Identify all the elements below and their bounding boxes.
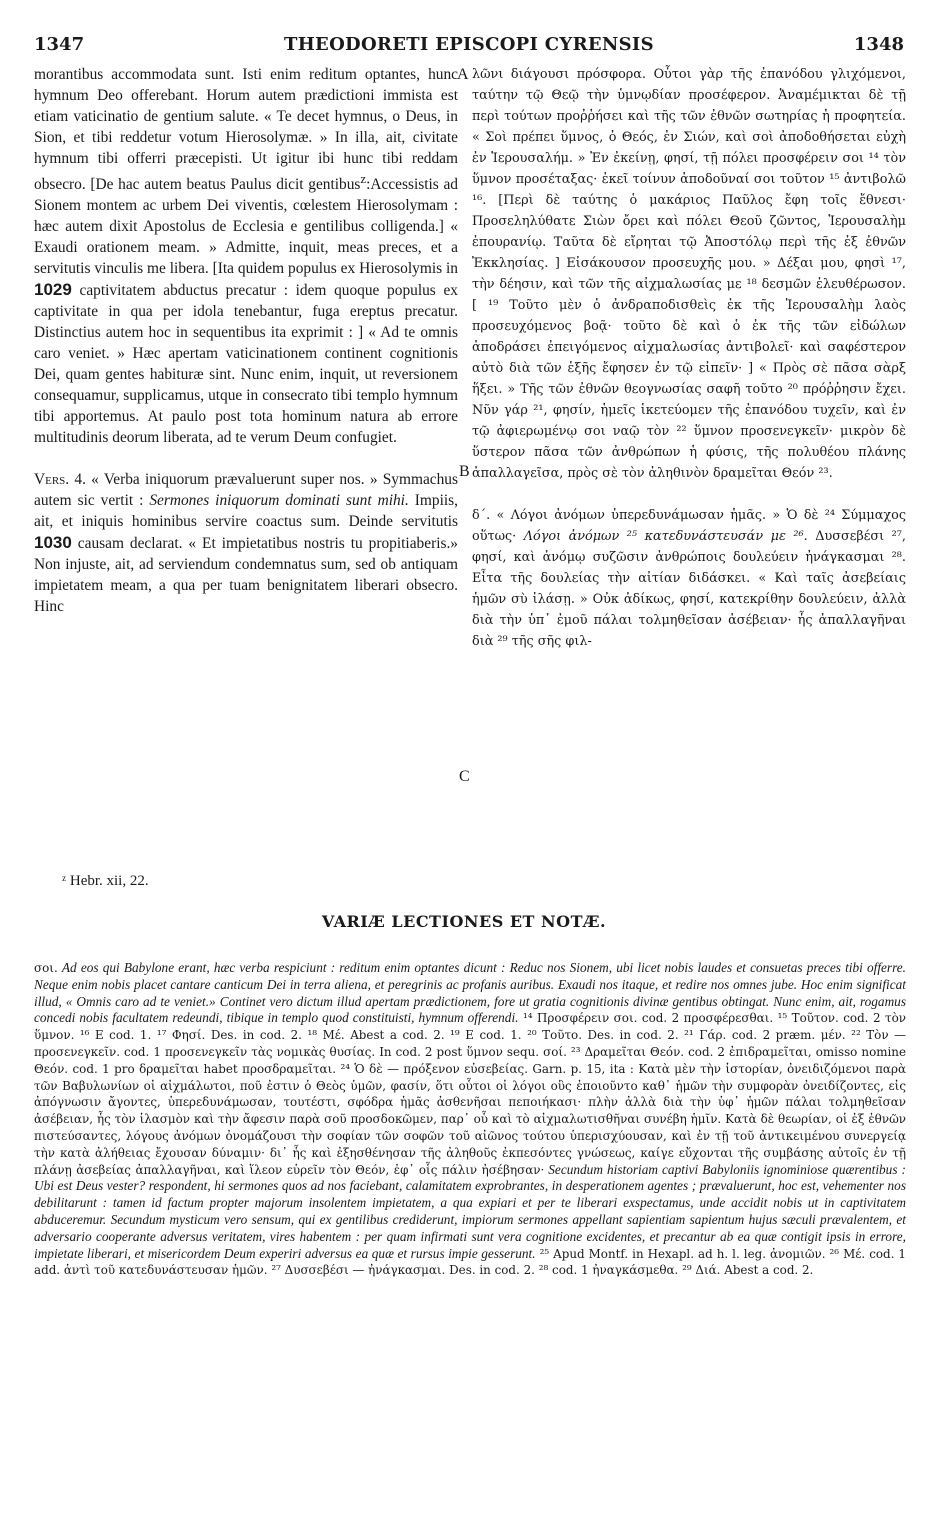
greek-column — [472, 64, 906, 652]
margin-letter-b: B — [459, 463, 470, 480]
latin-text: « Verba iniquorum prævaluerunt super nos. » Symmachus autem sic vertit : — [34, 471, 458, 510]
latin-paragraph-2 — [34, 469, 458, 617]
greek-text: Δυσσεβέσι ²⁷, φησί, καὶ ἀνόμῳ συζῶσιν ἀνθρώποις δουλεύειν ἠνάγκασμαι ²⁸. Εἶτα τῆς δουλείας τὴν αἰτίαν διδάσκει. « Καὶ ταῖς ἀσεβείαις ἡμῶν σὺ ἱλάσῃ. » Οὐκ ἀδίκως, φησί, κατεκρίθην δουλεύειν, ἀλλὰ διὰ τὴν ὑπ᾽ ἐμοῦ πάλαι τολμηθεῖσαν ἀσέβειαν· ἧς ἀπαλλαγῆναι διὰ ²⁹ τῆς σῆς φιλ- — [472, 529, 906, 649]
latin-text: causam declarat. « Et impietatibus nostris tu propitiaberis.» Non injuste, ait, ad serviendum condemnatus sum, sed ob antiquam impietatem meam, a qua per tuam benignitatem liberari obsecro. Hinc — [34, 535, 458, 616]
column-number: 1030 — [34, 533, 72, 553]
page-number-right: 1348 — [853, 34, 904, 55]
margin-letter-c: C — [459, 768, 470, 785]
latin-text: captivitatem abductus precatur : idem quoque populus ex captivitate in qua per idola tenebantur, fuga ereptus precatur. Distinctius autem hoc in sequentibus ita exprimit : ] « Ad te omnis caro veniet. » Hæc apertam vaticinationem continent cognitionis Dei, quam gentes habituræ sint. Nunc enim, inquit, ut reversionem consequamur, supplicamus, utque in consecrato tibi templo hymnum tibi apportemus. At paulo post tota hominum natura ab errore multitudinis deorum liberata, ad te verum Deum confugiet. — [34, 282, 458, 447]
latin-text: morantibus accommodata sunt. Isti enim reditum optantes, hunc hymnum Deo offerebant. Horum autem prædictioni immista est etiam vaticinatio de gentium salute. « Te decet hymnus, o Deus, in Sion, et tibi reddetur votum Hierosolymæ. » In illa, ait, civitate hymnum tibi offerri præcepisti. Ut igitur ibi hunc tibi reddam obsecro. [De hac autem beatus Paulus dicit gentibus — [34, 66, 458, 194]
footnote-marker: z — [360, 172, 367, 186]
greek-paragraph-2 — [472, 505, 906, 652]
latin-paragraph-1 — [34, 64, 458, 448]
latin-column — [34, 64, 458, 617]
column-number: 1029 — [34, 280, 72, 300]
notes-greek: ¹⁴ Προσφέρειν σοι. cod. 2 προσφέρεσθαι. ¹⁵ Τοῦτον. cod. 2 τὸν ὕμνον. ¹⁶ E cod. 1. ¹⁷ Φησί. Des. in cod. 2. ¹⁸ Μέ. Abest a cod. 2. ¹⁹ E cod. 1. ²⁰ Τοῦτο. Des. in cod. 2. ²¹ Γάρ. cod. 2 præm. μέν. ²² Τὸν — προσενεγκεῖν. cod. 1 προσενεγκεῖν τὰς νομικὰς θυσίας. In cod. 2 post ὕμνον sequ. σοί. ²³ Δραμεῖται Θεόν. cod. 2 ἐπιδραμεῖται, omisso nomine Θεόν. cod. 1 pro δραμεῖται habet προσδραμεῖται. ²⁴ Ὁ δὲ — πρόξενον εὐσεβείας. Garn. p. 15, ita : Κατὰ μὲν τὴν ἱστορίαν, ὀνειδιζόμενοι παρὰ τῶν Βαβυλωνίων οἱ αἰχμάλωτοι, ποῦ ἐστιν ὁ Θεὸς ὑμῶν, φασίν, ὅτι οὗτοι οἱ λόγοι οὓς ἐποιοῦντο καθ᾽ ἡμῶν τὴν συμφορὰν ὀνειδίζοντες, εἰς ἀπόγνωσιν ἄγοντες, ὑπερεδυνάμωσαν, τουτέστι, σφόδρα ἡμᾶς ἀσθενῆσαι πεποιήκασι· πλὴν ἀλλὰ διὰ τὴν ὑφ᾽ ἡμῶν πάλαι τολμηθεῖσαν ἀσέβειαν, ἧς τὸν ἱλασμὸν καὶ τὴν ἄφεσιν παρὰ σοῦ προσδοκῶμεν, παρ᾽ οὗ καὶ τὸ αἰχμαλωτισθῆναι συνέβη ἡμῖν. Κατὰ δὲ θεωρίαν, οἱ ἐξ ἐθνῶν πιστεύσαντες, λόγους ἀνόμων ὀνομάζουσι τὴν σοφίαν τῶν σοφῶν τοῦ αἰῶνος τούτου ὑπερισχύουσαν, καὶ ἐν τῇ τοῦ ἀντικειμένου συνεργείᾳ τὴν κατὰ ἀλήθειας ἔχουσαν δύναμιν· δι᾽ ἧς καὶ ἐξησθένησαν τῆς ἀληθοῦς ἐκπεσόντες γνώσεως, καίγε εὔχονται τῆς συμβάσης αὐτοῖς ἐν τῇ πλάνῃ ἀσεβείας ἀπαλλαγῆναι, καὶ ἵλεον εὑρεῖν τὸν Θεόν, ἐφ᾽ οἷς πάλιν ἠσέβησαν· — [34, 1011, 906, 1177]
footnote: ᶻ Hebr. xii, 22. — [62, 873, 149, 889]
notes-title: VARIÆ LECTIONES ET NOTÆ. — [321, 912, 607, 931]
greek-italic: Λόγοι ἀνόμων ²⁵ κατεδυνάστευσάν με ²⁶. — [523, 529, 808, 544]
latin-text: Impiis, ait, et iniquis hominibus servire coactus sum. Deinde servitutis — [34, 492, 458, 531]
notes-greek: ²⁵ Apud Montf. in Hexapl. ad h. l. leg. ἀνομιῶν. ²⁶ Μέ. cod. 1 add. ἀντὶ τοῦ κατεδυνάστευσαν ἡμῶν. ²⁷ Δυσσεβέσι — ἠνάγκασμαι. Des. in cod. 2. ²⁸ cod. 1 ἠναγκάσμεθα. ²⁹ Διά. Abest a cod. 2. — [34, 1246, 906, 1278]
notes-text: Ad eos qui Babylone erant, hæc verba respiciunt : reditum enim optantes dicunt : Reduc nos Sionem, ubi licet nobis laudes et consuetas preces tibi offerre. Neque enim nobis placet cantare canticum Dei in terra aliena, et peregrinis ac profanis auribus. Exaudi nos itaque, et redire nos omnes jube. Hoc enim significat illud, « Omnis caro ad te veniet.» Continet vero dictum illud apertam prædictionem, fore ut gratia cognitionis divinæ gentibus obtingat. Nunc enim, ait, rogamus concedi nobis facultatem redeundi, tibique in templo quod constituisti, hymnum offerendi. — [34, 960, 906, 1026]
latin-italic: Sermones iniquorum dominati sunt mihi. — [149, 492, 409, 510]
greek-text: δ΄. « Λόγοι ἀνόμων ὑπερεδυνάμωσαν ἡμᾶς. » Ὁ δὲ ²⁴ Σύμμαχος οὕτως· — [472, 508, 906, 544]
page-number-left: 1347 — [34, 34, 85, 55]
greek-paragraph-1: λῶνι διάγουσι πρόσφορα. Οὗτοι γὰρ τῆς ἐπανόδου γλιχόμενοι, ταύτην τῷ Θεῷ τὴν ὑμνῳδίαν προσέφερον. Ἀναμέμικται δὲ τῇ περὶ τούτων προῤῥήσει καὶ τῆς τῶν ἐθνῶν σωτηρίας ἡ προφητεία. « Σοὶ πρέπει ὕμνος, ὁ Θεός, ἐν Σιών, καὶ σοὶ ἀποδοθήσεται εὐχὴ ἐν Ἱερουσαλήμ. » Ἐν ἐκείνῃ, φησί, τῇ πόλει προσφέρειν σοι ¹⁴ τὸν ὕμνον προσέταξας· ἐκεῖ τοίνυν ἀποδοῦναί σοι τοῦτον ¹⁵ ἀντιβολῶ ¹⁶. [Περὶ δὲ ταύτης ὁ μακάριος Παῦλος ἔφη τοῖς ἔθνεσι· Προσεληλύθατε Σιὼν ὄρει καὶ πόλει Θεοῦ ζῶντος, Ἱερουσαλὴμ ἐπουρανίῳ. Ταῦτα δὲ εἴρηται τῷ Ἀποστόλῳ περὶ τῆς ἐξ ἐθνῶν Ἐκκλησίας. ] Εἰσάκουσον προσευχῆς μου. » Δέξαι μου, φησὶ ¹⁷, τὴν δέησιν, καὶ τῶν τῆς αἰχμαλωσίας με ¹⁸ δεσμῶν ἐλευθέρωσον. [ ¹⁹ Τοῦτο μὲν ὁ ἀνδραποδισθεὶς ἐκ τῆς Ἱερουσαλὴμ λαὸς προσευχόμενος βοᾷ· τοῦτο δὲ καὶ ὁ ἐκ τῆς τῶν εἰδώλων ἀποδράσει ἐπειγόμενος αἰχμαλωσίας ἀντιβολεῖ· καὶ σαφέστερον αὐτὸ διὰ τῶν ἑξῆς ἔφησεν ἐν τῷ εἰπεῖν· ] « Πρὸς σὲ πᾶσα σὰρξ ἥξει. » Τῆς τῶν ἐθνῶν θεογνωσίας σαφῆ τοῦτο ²⁰ πρόῤῥησιν ἔχει. Νῦν γάρ ²¹, φησίν, ἡμεῖς ἱκετεύομεν τῆς ἐπανόδου τυχεῖν, καὶ ἐν τῷ ἀφιερωμένῳ σοι ναῷ τὸν ²² ὕμνον προσενεγκεῖν· μικρὸν δὲ ὕστερον πᾶσα τῶν ἀνθρώπων ἡ φύσις, τῆς πολυθέου πλάνης ἀπαλλαγεῖσα, πρὸς σὲ τὸν ἀληθινὸν δραμεῖται Θεόν ²³. — [472, 67, 906, 481]
notes-greek: σοι. — [34, 961, 58, 975]
verse-label: Vers. 4. — [34, 471, 86, 489]
notes-text: Secundum historiam captivi Babyloniis ignominiose quærentibus : Ubi est Deus vester? respondent, hi sermones quos ad nos faciebant, calamitatem exprobrantes, in desperationem agentes ; prævaluerunt, hoc est, vehementer nos debilitarunt : tamen id factum propter majorum insolentem impietatem, a qua expiari et per te liberari exspectamus, unde accidit nobis ut in captivitatem abduceremur. Secundum mysticum vero sensum, qui ex gentilibus crediderunt, impiorum sermones appellant sapientiam sapientum hujus sæculi prævalentem, et adversario cooperante adversus veritatem, vires habentem : per quam infirmati sunt vera cognitione excidentes, et precantur ab ea quæ contigit ipsis in errore, impietate liberari, et misericordem Deum experiri adversus ea quæ et rursus impie gesserunt. — [34, 1161, 906, 1261]
margin-letter-a: A — [457, 66, 469, 83]
latin-text: :Accessistis ad Sionem montem ac urbem Dei viventis, cœlestem Hierosolymam : hæc autem dixit Apostolus de Ecclesia e gentilibus colligenda.] « Exaudi orationem meam. » Admitte, inquit, meas preces, et a servitutis vinculis me libera. [Ita quidem populus ex Hierosolymis in — [34, 176, 458, 278]
running-header — [34, 34, 904, 60]
running-title: THEODORETI EPISCOPI CYRENSIS — [284, 34, 654, 55]
variant-notes — [34, 960, 906, 1279]
